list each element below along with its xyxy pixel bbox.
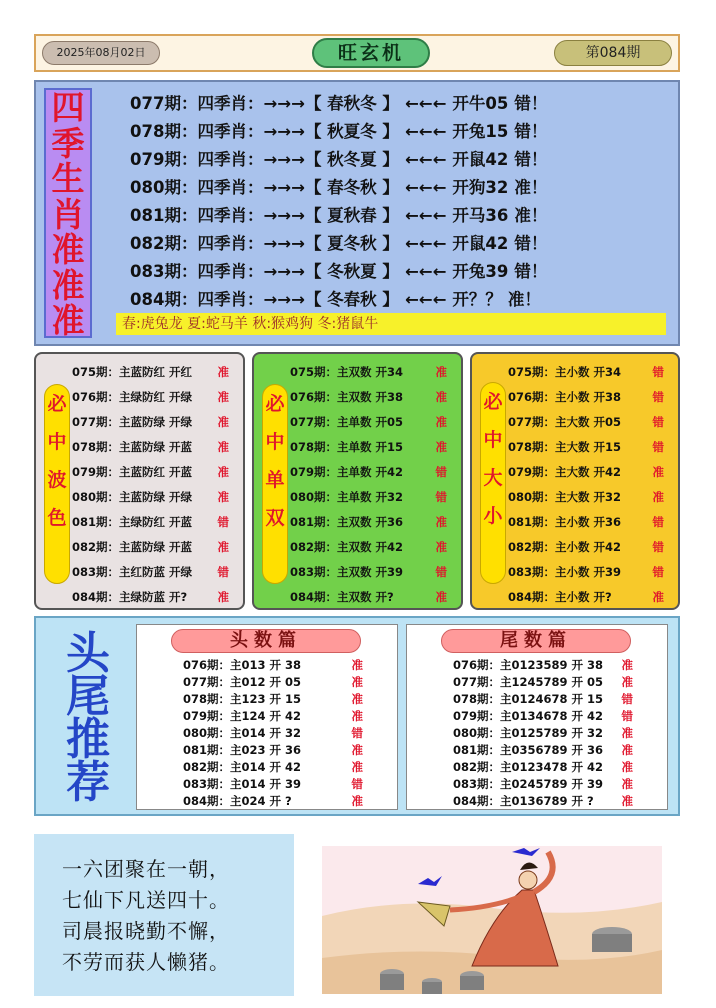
result-mark: 准 <box>435 440 447 454</box>
result-mark: 错 <box>621 709 633 723</box>
result-mark: 错 <box>652 440 664 454</box>
list-item-text: 080期：主014 开 32 <box>183 726 302 740</box>
seasons-period: 083期： <box>130 262 198 281</box>
seasons-open: 开兔15 <box>452 122 509 141</box>
title-char: 波 <box>47 469 67 491</box>
seasons-open: 开鼠42 <box>452 234 509 253</box>
arrow-left-icon: ←←← <box>404 206 447 225</box>
seasons-pick: 【 春冬秋 】 <box>304 178 399 197</box>
list-item-text: 079期：主0134678 开 42 <box>453 709 604 723</box>
list-item-text: 076期：主小数 开38 <box>508 390 622 404</box>
list-item <box>183 725 391 742</box>
seasons-result: 准！ <box>507 290 541 309</box>
list-item <box>183 793 391 810</box>
list-item <box>183 742 391 759</box>
list-item <box>453 759 661 776</box>
list-item <box>453 708 661 725</box>
title-char: 单 <box>265 469 285 491</box>
seasons-legend: 春:虎兔龙 夏:蛇马羊 秋:猴鸡狗 冬:猪鼠牛 <box>116 313 666 335</box>
wave-color-list <box>72 360 237 610</box>
arrow-right-icon: →→→ <box>263 206 305 225</box>
list-item <box>508 410 672 435</box>
arrow-left-icon: ←←← <box>404 94 447 113</box>
odd-even-title <box>262 384 288 584</box>
list-item <box>508 560 672 585</box>
title-char: 小 <box>483 505 503 527</box>
list-item <box>72 435 237 460</box>
arrow-left-icon: ←←← <box>404 234 447 253</box>
list-item-text: 084期：主024 开 ? <box>183 794 292 808</box>
poem-box <box>34 834 294 996</box>
list-item <box>72 510 237 535</box>
arrow-right-icon: →→→ <box>263 94 305 113</box>
list-item <box>453 657 661 674</box>
list-item <box>290 460 455 485</box>
figure-head <box>519 871 537 889</box>
result-mark: 错 <box>652 540 664 554</box>
seasons-row <box>130 90 670 118</box>
list-item <box>290 485 455 510</box>
seasons-pick: 【 夏秋春 】 <box>304 206 399 225</box>
list-item <box>72 360 237 385</box>
list-item <box>72 385 237 410</box>
arrow-left-icon: ←←← <box>404 290 447 309</box>
result-mark: 准 <box>217 540 229 554</box>
list-item-text: 078期：主蓝防绿 开蓝 <box>72 440 193 454</box>
list-item-text: 077期：主012 开 05 <box>183 675 302 689</box>
fairy-illustration <box>322 846 662 994</box>
seasons-row <box>130 258 670 286</box>
result-mark: 准 <box>621 658 633 672</box>
seasons-pick: 【 冬春秋 】 <box>304 290 399 309</box>
list-item <box>290 410 455 435</box>
list-item-text: 084期：主0136789 开 ? <box>453 794 594 808</box>
seasons-result: 错！ <box>514 234 548 253</box>
list-item-text: 078期：主123 开 15 <box>183 692 302 706</box>
list-item <box>72 560 237 585</box>
list-item-text: 075期：主蓝防红 开红 <box>72 365 193 379</box>
brand-title: 旺玄机 <box>312 38 430 68</box>
list-item <box>290 360 455 385</box>
result-mark: 准 <box>351 709 363 723</box>
result-mark: 准 <box>621 794 633 808</box>
list-item-text: 075期：主双数 开34 <box>290 365 404 379</box>
list-item-text: 082期：主014 开 42 <box>183 760 302 774</box>
seasons-title-char: 准 <box>51 265 85 305</box>
seasons-pick: 【 春秋冬 】 <box>304 94 399 113</box>
result-mark: 准 <box>351 692 363 706</box>
seasons-row <box>130 202 670 230</box>
poem-line: 不劳而获人懒猪。 <box>62 950 230 974</box>
list-item-text: 080期：主0125789 开 32 <box>453 726 604 740</box>
list-item <box>290 385 455 410</box>
seasons-pick: 【 夏冬秋 】 <box>304 234 399 253</box>
seasons-period: 081期： <box>130 206 198 225</box>
title-char: 尾 <box>66 671 110 722</box>
result-mark: 准 <box>435 515 447 529</box>
seasons-result: 错！ <box>514 150 548 169</box>
result-mark: 准 <box>217 465 229 479</box>
title-char: 中 <box>483 429 503 451</box>
list-item-text: 082期：主双数 开42 <box>290 540 404 554</box>
result-mark: 准 <box>435 365 447 379</box>
result-mark: 准 <box>621 743 633 757</box>
list-item-text: 081期：主小数 开36 <box>508 515 622 529</box>
title-char: 必 <box>265 393 285 415</box>
list-item-text: 077期：主1245789 开 05 <box>453 675 604 689</box>
list-item-text: 084期：主绿防蓝 开? <box>72 590 188 604</box>
seasons-open: 开鼠42 <box>452 150 509 169</box>
list-item-text: 081期：主023 开 36 <box>183 743 302 757</box>
result-mark: 错 <box>652 415 664 429</box>
result-mark: 准 <box>217 490 229 504</box>
list-item <box>508 460 672 485</box>
list-item <box>290 560 455 585</box>
result-mark: 准 <box>351 794 363 808</box>
list-item <box>183 776 391 793</box>
seasons-pick: 【 冬秋夏 】 <box>304 262 399 281</box>
result-mark: 准 <box>435 390 447 404</box>
list-item <box>290 535 455 560</box>
list-item-text: 083期：主红防蓝 开绿 <box>72 565 193 579</box>
seasons-label: 四季肖： <box>197 262 264 281</box>
title-char: 大 <box>483 467 503 489</box>
list-item <box>290 585 455 610</box>
list-item <box>72 585 237 610</box>
odd-even-list <box>290 360 455 610</box>
wave-color-box <box>34 352 245 610</box>
seasons-result: 错！ <box>514 122 548 141</box>
list-item <box>183 674 391 691</box>
title-char: 必 <box>47 393 67 415</box>
seasons-pick: 【 秋夏冬 】 <box>304 122 399 141</box>
result-mark: 准 <box>652 590 664 604</box>
list-item-text: 077期：主蓝防绿 开绿 <box>72 415 193 429</box>
seasons-period: 077期： <box>130 94 198 113</box>
seasons-label: 四季肖： <box>197 94 264 113</box>
list-item-text: 076期：主双数 开38 <box>290 390 404 404</box>
seasons-period: 084期： <box>130 290 198 309</box>
list-item-text: 076期：主绿防红 开绿 <box>72 390 193 404</box>
head-number-title: 头数篇 <box>171 629 361 653</box>
result-mark: 准 <box>621 777 633 791</box>
seasons-result: 准！ <box>514 206 548 225</box>
list-item-text: 081期：主绿防红 开蓝 <box>72 515 193 529</box>
result-mark: 错 <box>435 490 447 504</box>
seasons-title-char: 四 <box>51 88 85 127</box>
list-item-text: 078期：主单数 开15 <box>290 440 404 454</box>
arrow-right-icon: →→→ <box>263 290 305 309</box>
arrow-right-icon: →→→ <box>263 122 305 141</box>
list-item-text: 083期：主014 开 39 <box>183 777 302 791</box>
list-item <box>453 793 661 810</box>
list-item-text: 083期：主0245789 开 39 <box>453 777 604 791</box>
result-mark: 准 <box>652 465 664 479</box>
big-small-box <box>470 352 680 610</box>
list-item <box>508 535 672 560</box>
arrow-left-icon: ←←← <box>404 150 447 169</box>
list-item <box>72 535 237 560</box>
seasons-open: 开牛05 <box>452 94 509 113</box>
tail-number-panel <box>406 624 668 810</box>
seasons-label: 四季肖： <box>197 290 264 309</box>
result-mark: 准 <box>621 675 633 689</box>
result-mark: 准 <box>217 365 229 379</box>
seasons-label: 四季肖： <box>197 122 264 141</box>
seasons-result: 错！ <box>514 262 548 281</box>
list-item <box>183 708 391 725</box>
result-mark: 准 <box>435 540 447 554</box>
tail-number-list <box>453 657 661 810</box>
title-char: 推 <box>66 714 110 765</box>
arrow-left-icon: ←←← <box>404 178 447 197</box>
list-item-text: 076期：主0123589 开 38 <box>453 658 604 672</box>
seasons-period: 080期： <box>130 178 198 197</box>
seasons-row <box>130 286 670 314</box>
list-item <box>290 510 455 535</box>
seasons-title <box>44 88 92 338</box>
head-tail-title <box>50 628 126 808</box>
list-item <box>508 385 672 410</box>
seasons-row <box>130 174 670 202</box>
result-mark: 准 <box>621 726 633 740</box>
list-item-text: 080期：主蓝防绿 开绿 <box>72 490 193 504</box>
seasons-period: 078期： <box>130 122 198 141</box>
list-item <box>72 410 237 435</box>
seasons-pick: 【 秋冬夏 】 <box>304 150 399 169</box>
list-item <box>508 485 672 510</box>
list-item <box>508 360 672 385</box>
list-item-text: 079期：主大数 开42 <box>508 465 622 479</box>
list-item <box>183 759 391 776</box>
list-item-text: 084期：主双数 开? <box>290 590 394 604</box>
seasons-section <box>34 80 680 346</box>
result-mark: 准 <box>435 415 447 429</box>
list-item-text: 075期：主小数 开34 <box>508 365 622 379</box>
big-small-title <box>480 382 506 584</box>
arrow-left-icon: ←←← <box>404 122 447 141</box>
seasons-open: 开？？ <box>452 290 502 309</box>
list-item-text: 083期：主小数 开39 <box>508 565 622 579</box>
seasons-label: 四季肖： <box>197 234 264 253</box>
seasons-label: 四季肖： <box>197 150 264 169</box>
list-item-text: 077期：主大数 开05 <box>508 415 622 429</box>
seasons-title-char: 准 <box>51 301 85 340</box>
arrow-right-icon: →→→ <box>263 150 305 169</box>
list-item-text: 081期：主0356789 开 36 <box>453 743 604 757</box>
result-mark: 准 <box>621 760 633 774</box>
result-mark: 错 <box>652 565 664 579</box>
list-item-text: 076期：主013 开 38 <box>183 658 302 672</box>
result-mark: 准 <box>217 590 229 604</box>
seasons-result: 准！ <box>514 178 548 197</box>
head-tail-section <box>34 616 680 816</box>
list-item-text: 082期：主小数 开42 <box>508 540 622 554</box>
arrow-left-icon: ←←← <box>404 262 447 281</box>
result-mark: 错 <box>621 692 633 706</box>
head-number-panel <box>136 624 398 810</box>
seasons-open: 开马36 <box>452 206 509 225</box>
list-item-text: 080期：主大数 开32 <box>508 490 622 504</box>
big-small-list <box>508 360 672 610</box>
result-mark: 准 <box>217 390 229 404</box>
date-badge: 2025年08月02日 <box>42 41 160 65</box>
result-mark: 错 <box>217 515 229 529</box>
seasons-row <box>130 118 670 146</box>
list-item <box>72 460 237 485</box>
list-item <box>453 742 661 759</box>
seasons-result: 错！ <box>514 94 548 113</box>
list-item <box>453 776 661 793</box>
seasons-open: 开兔39 <box>452 262 509 281</box>
list-item <box>508 435 672 460</box>
list-item-text: 081期：主双数 开36 <box>290 515 404 529</box>
list-item <box>290 435 455 460</box>
result-mark: 错 <box>351 726 363 740</box>
illustration <box>322 846 662 994</box>
result-mark: 准 <box>652 490 664 504</box>
list-item <box>508 585 672 610</box>
arrow-right-icon: →→→ <box>263 262 305 281</box>
title-char: 荐 <box>66 757 110 808</box>
list-item-text: 079期：主蓝防红 开蓝 <box>72 465 193 479</box>
list-item-text: 082期：主0123478 开 42 <box>453 760 604 774</box>
result-mark: 错 <box>351 777 363 791</box>
seasons-open: 开狗32 <box>452 178 509 197</box>
head-number-list <box>183 657 391 810</box>
seasons-title-char: 生 <box>51 159 85 198</box>
result-mark: 准 <box>351 760 363 774</box>
result-mark: 准 <box>351 675 363 689</box>
seasons-label: 四季肖： <box>197 178 264 197</box>
result-mark: 准 <box>217 440 229 454</box>
list-item <box>453 725 661 742</box>
result-mark: 准 <box>351 743 363 757</box>
title-char: 双 <box>265 507 285 529</box>
wave-color-title <box>44 384 70 584</box>
poem-line: 一六团聚在一朝， <box>62 857 230 881</box>
page-header <box>34 34 680 72</box>
title-char: 必 <box>483 391 503 413</box>
result-mark: 错 <box>217 565 229 579</box>
poem-line: 司晨报晓勤不懈， <box>62 919 230 943</box>
list-item <box>72 485 237 510</box>
list-item-text: 078期：主0124678 开 15 <box>453 692 604 706</box>
poem-line: 七仙下凡送四十。 <box>62 888 230 912</box>
list-item-text: 084期：主小数 开? <box>508 590 612 604</box>
title-char: 头 <box>66 628 110 679</box>
arrow-right-icon: →→→ <box>263 234 305 253</box>
seasons-row <box>130 146 670 174</box>
seasons-title-char: 肖 <box>51 194 85 234</box>
seasons-period: 079期： <box>130 150 198 169</box>
list-item-text: 077期：主单数 开05 <box>290 415 404 429</box>
result-mark: 准 <box>217 415 229 429</box>
list-item <box>453 674 661 691</box>
arrow-right-icon: →→→ <box>263 178 305 197</box>
result-mark: 准 <box>435 590 447 604</box>
list-item-text: 079期：主单数 开42 <box>290 465 404 479</box>
result-mark: 错 <box>652 515 664 529</box>
list-item-text: 079期：主124 开 42 <box>183 709 302 723</box>
seasons-row <box>130 230 670 258</box>
seasons-list <box>130 90 670 314</box>
result-mark: 错 <box>435 465 447 479</box>
result-mark: 错 <box>652 365 664 379</box>
list-item-text: 083期：主双数 开39 <box>290 565 404 579</box>
list-item <box>508 510 672 535</box>
seasons-title-char: 准 <box>51 230 85 269</box>
odd-even-box <box>252 352 463 610</box>
title-char: 中 <box>265 431 285 453</box>
seasons-label: 四季肖： <box>197 206 264 225</box>
result-mark: 准 <box>351 658 363 672</box>
list-item-text: 082期：主蓝防绿 开蓝 <box>72 540 193 554</box>
list-item-text: 080期：主单数 开32 <box>290 490 404 504</box>
seasons-period: 082期： <box>130 234 198 253</box>
title-char: 色 <box>47 507 67 529</box>
tail-number-title: 尾数篇 <box>441 629 631 653</box>
result-mark: 错 <box>435 565 447 579</box>
list-item <box>453 691 661 708</box>
list-item-text: 078期：主大数 开15 <box>508 440 622 454</box>
result-mark: 错 <box>652 390 664 404</box>
title-char: 中 <box>47 431 67 453</box>
list-item <box>183 691 391 708</box>
list-item <box>183 657 391 674</box>
issue-badge: 第084期 <box>554 40 672 66</box>
seasons-title-char: 季 <box>51 123 85 163</box>
